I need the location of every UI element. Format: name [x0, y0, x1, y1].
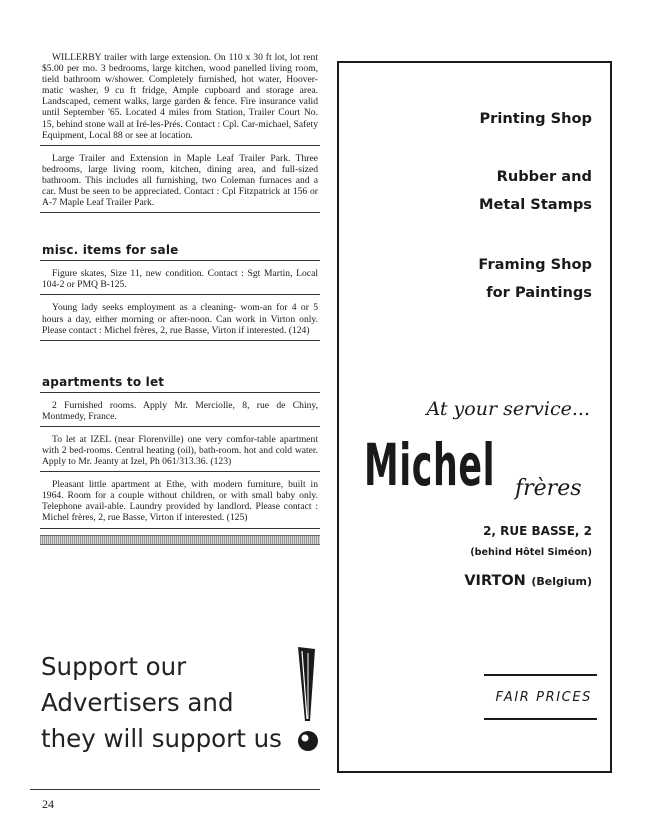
classifieds-column	[40, 52, 320, 545]
street-address: 2, RUE BASSE, 2	[483, 524, 592, 538]
page-number: 24	[42, 797, 54, 811]
services-list	[339, 105, 610, 339]
service-printing-shop: Printing Shop	[479, 110, 592, 127]
brand-suffix: frères	[515, 476, 582, 501]
prices-rule-bottom	[484, 718, 597, 720]
ad-cleaning-woman: Young lady seeks employment as a cleaning- wom-an for 4 or 5 hours a day, either morning or after-noon. Can work in Virton only. Please contact : Michel frères, 2, rue Basse, Virton if interested. (124)	[40, 295, 320, 340]
slogan-line-1: Support our	[41, 652, 187, 681]
service-rubber: Rubber and	[496, 168, 592, 185]
ad-furnished-rooms: 2 Furnished rooms. Apply Mr. Merciolle, 8, rue de Chiny, Montmedy, France.	[40, 393, 320, 427]
slogan-line-3: they will support us	[41, 724, 282, 753]
ad-willerby-trailer: WILLERBY trailer with large extension. On 110 x 30 ft lot, lot rent $5.00 per mo. 3 bedrooms, large kitchen, wood panelled living room, tield bathroom w/shower. Completely furnished, hot water, Hoover-matic washer, 9 cu ft fridge, Ample cupboard and storage area. Landscaped, cement walks, large garden & fence. Fire insurance valid until September '65. Located 4 miles from Station, Trailer Court No. 15, behind stone wall at Iré-les-Prés. Contact : Cpl. Car-michael, Safety Equipment, Local 88 or see at location.	[40, 52, 320, 146]
fair-prices: FAIR PRICES	[495, 690, 592, 705]
ad-izel-apartment: To let at IZEL (near Florenville) one very comfor-table apartment with 2 bed-rooms. Central heating (oil), bath-room. hot and cold water. Apply to Mr. Jeanty at Izel, Ph 061/313.36. (123)	[40, 427, 320, 472]
hatched-divider	[40, 535, 320, 545]
slogan-line-2: Advertisers and	[41, 688, 234, 717]
ad-ethe-apartment: Pleasant little apartment at Ethe, with modern furniture, built in 1964. Room for a couple without children, or with small baby only. Telephone avail-able. Laundry provided by landlord. Please contact : Michel frères, 2, rue Basse, Virton if interested. (125)	[40, 472, 320, 528]
footer-rule	[30, 789, 320, 790]
service-metal-stamps: Metal Stamps	[478, 196, 592, 213]
exclamation-mark-icon	[288, 645, 324, 757]
brand-name: Michel	[364, 431, 496, 499]
city-name: VIRTON	[464, 573, 526, 589]
ad-maple-leaf-trailer: Large Trailer and Extension in Maple Leaf Trailer Park. Three bedrooms, large living room, kitchen, dining area, and full-sized bathroom. This includes all furnishing, two Coleman furnaces and a car. Must be seen to be appreciated. Contact : Cpl Fitzpatrick at 156 or A-7 Maple Leaf Trailer Park.	[40, 146, 320, 213]
michel-freres-advert	[337, 61, 612, 773]
service-paintings: for Paintings	[486, 284, 592, 301]
city-line	[464, 570, 592, 589]
tagline: At your service...	[426, 398, 590, 420]
prices-rule-top	[484, 674, 597, 676]
service-framing-shop: Framing Shop	[478, 256, 592, 273]
country-name: (Belgium)	[531, 575, 592, 588]
section-heading-apartments: apartments to let	[40, 371, 320, 393]
section-heading-misc: misc. items for sale	[40, 239, 320, 261]
address-landmark: (behind Hôtel Siméon)	[470, 547, 592, 558]
ad-figure-skates: Figure skates, Size 11, new condition. Contact : Sgt Martin, Local 104-2 or PMQ B-125.	[40, 261, 320, 295]
